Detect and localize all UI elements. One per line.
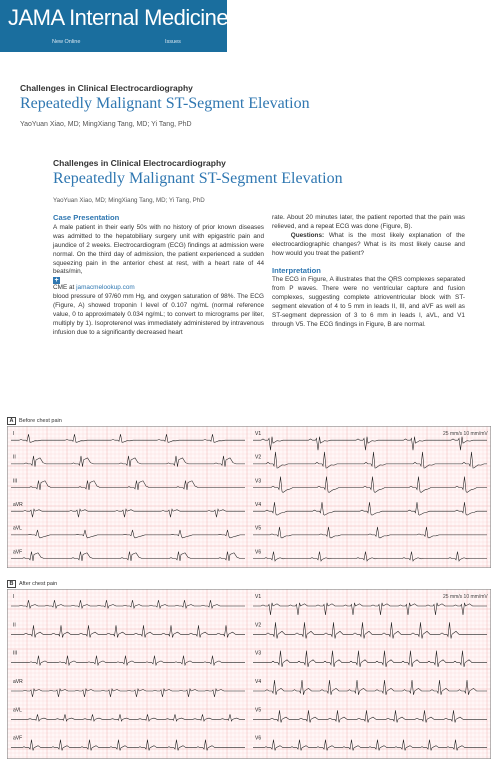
ecg-lead-label: aVF [13, 735, 23, 742]
nav-issues[interactable]: Issues [165, 39, 181, 45]
article-authors: YaoYuan Xiao, MD; MingXiang Tang, MD; Yi Tang, PhD [20, 121, 192, 128]
questions-paragraph [272, 232, 465, 259]
interpretation-heading: Interpretation [272, 265, 321, 275]
ecg-lead-label: V2 [255, 454, 262, 461]
cme-line [53, 284, 264, 293]
cme-prefix: CME at [53, 284, 75, 292]
ecg-lead-label: V4 [255, 502, 262, 508]
cme-row [53, 277, 264, 284]
ecg-lead-label: III [13, 650, 18, 657]
questions-text: What is the most likely explanation of the electrocardiographic changes? What is its most likely cause and how would you treat the patient? [272, 231, 465, 257]
text-column-right [272, 214, 465, 330]
panel-b-caption: After chest pain [18, 581, 58, 587]
panel-a-label [7, 417, 62, 425]
ecg-lead-label: V5 [255, 707, 262, 714]
ecg-lead-label: V2 [255, 622, 262, 629]
cme-link[interactable]: jamacmelookup.com [76, 284, 135, 292]
case-paragraph-1: A male patient in their early 50s with no history of prior known diseases was admitted to the hepatobiliary surgery unit with epigastric pain and jaundice of 2 weeks. Electrocardiogram (ECG) findings at admission were normal. On the third day of admission, the patient experienced a sudden squeezing pain in the anterior chest at rest, with a heart rate of 44 beats/min, [53, 223, 264, 276]
ecg-lead-label: V6 [255, 735, 262, 742]
ecg-lead-label: V5 [255, 525, 262, 532]
panel-a-letter: A [7, 417, 16, 425]
ecg-scale-label: 25 mm/s 10 mm/mV [443, 594, 488, 600]
panel-a-caption: Before chest pain [18, 418, 62, 424]
article-series-label: Challenges in Clinical Electrocardiography [20, 83, 193, 93]
journal-brand[interactable]: JAMA Internal Medicine [8, 5, 229, 30]
ecg-lead-label: II [13, 454, 16, 461]
nav-new-online[interactable]: New Online [52, 39, 81, 45]
text-column-left [53, 214, 264, 338]
ecg-lead-label: I [13, 431, 15, 437]
ecg-lead-label: V3 [255, 650, 262, 657]
ecg-lead-label: V6 [255, 549, 262, 556]
case-paragraph-3: rate. About 20 minutes later, the patient reported that the pain was relieved, and a repeat ECG was done (Figure, B). [272, 214, 465, 230]
ecg-lead-label: V3 [255, 478, 262, 485]
page-series-label: Challenges in Clinical Electrocardiography [53, 158, 226, 168]
ecg-panel-b [7, 589, 491, 759]
case-paragraph-2: blood pressure of 97/60 mm Hg, and oxygen saturation of 98%. The ECG (Figure, A) showed troponin I level of 0.107 ng/mL (normal reference value, 0 to approximately 0.034 ng/mL; to convert to micrograms per liter, multiply by 1). Isoproterenol was immediately administered by intravenous infusion due to a significantly decreased heart [53, 293, 264, 336]
ecg-lead-label: aVL [13, 707, 22, 714]
journal-subnav [0, 39, 227, 52]
ecg-lead-label: aVF [13, 549, 23, 556]
questions-lead: Questions: [290, 231, 325, 239]
ecg-lead-label: aVR [13, 502, 23, 508]
case-heading: Case Presentation [53, 213, 120, 222]
panel-b-letter: B [7, 580, 16, 588]
ecg-lead-label: V1 [255, 431, 262, 437]
ecg-panel-a [7, 426, 491, 568]
ecg-lead-label: V1 [255, 594, 262, 600]
ecg-grid-bg [7, 589, 491, 759]
panel-b-label [7, 580, 57, 588]
journal-header [0, 0, 227, 52]
interpretation-text: The ECG in Figure, A illustrates that the QRS complexes separated from P waves. There were no ventricular capture and fusion complexes, suggesting complete atrioventricular block with ST-segment elevation of 4 to 5 mm in leads II, III, and aVF as well as ST-segment depression of 3 to 6 mm in leads I, aVL, and V1 through V5. The ECG findings in Figure, B are normal. [272, 276, 465, 328]
ecg-lead-label: III [13, 478, 18, 485]
ecg-lead-label: II [13, 622, 16, 629]
ecg-lead-label: aVL [13, 525, 22, 532]
ecg-lead-label: aVR [13, 679, 23, 685]
plus-icon[interactable]: + [54, 277, 59, 285]
page-title: Repeatedly Malignant ST-Segment Elevation [53, 170, 343, 187]
ecg-lead-label: V4 [255, 679, 262, 685]
article-title: Repeatedly Malignant ST-Segment Elevation [20, 95, 310, 112]
ecg-grid-bg [7, 426, 491, 568]
ecg-scale-label: 25 mm/s 10 mm/mV [443, 431, 488, 437]
ecg-lead-label: I [13, 594, 15, 600]
page-authors: YaoYuan Xiao, MD; MingXiang Tang, MD; Yi Tang, PhD [53, 197, 205, 204]
